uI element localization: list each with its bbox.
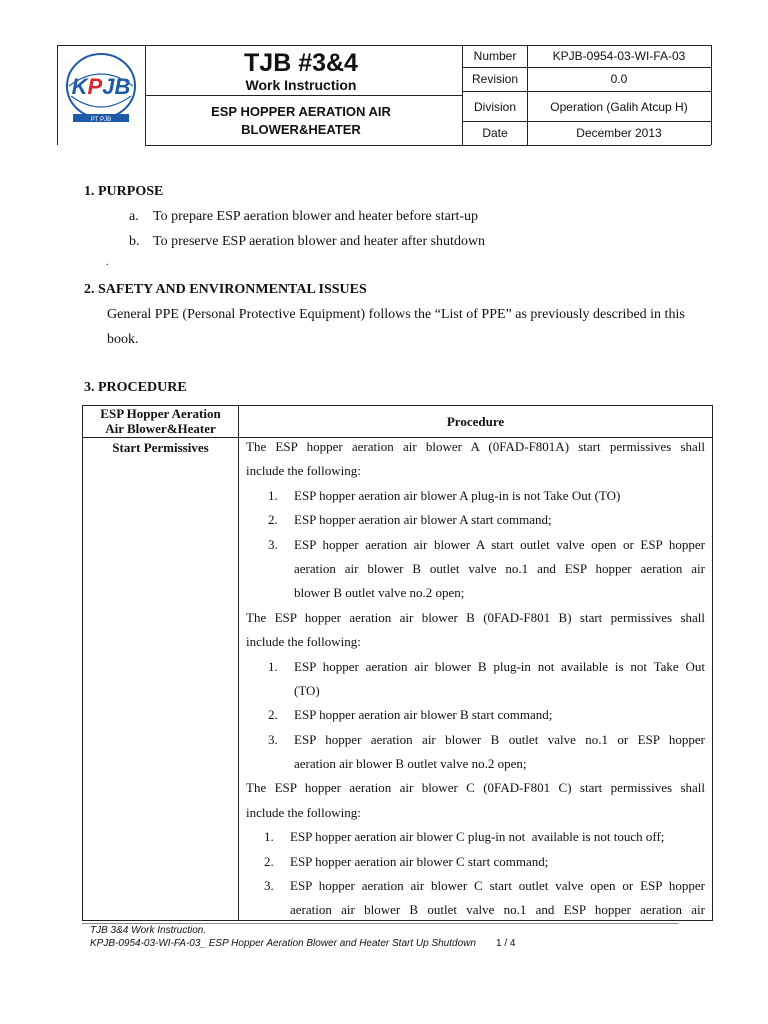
- document-name: [148, 103, 454, 139]
- numbered-step: [246, 655, 705, 679]
- step-number: 2.: [264, 853, 274, 869]
- company-logo: [57, 46, 145, 144]
- step-text: ESP hopper aeration air blower C start command;: [290, 853, 549, 869]
- step-text: The ESP hopper aeration air blower A (0FAD-F801A) start permissives shall: [246, 439, 705, 454]
- step-number: 1.: [268, 658, 278, 674]
- step-number: 3.: [268, 731, 278, 747]
- step-text-line: [246, 435, 705, 459]
- step-text-line: [246, 776, 705, 800]
- step-text: ESP hopper aeration air blower A start outlet valve open or ESP hopper: [294, 536, 705, 552]
- numbered-step: [246, 874, 705, 898]
- step-text-line: [246, 581, 705, 605]
- step-text-line: [246, 557, 705, 581]
- numbered-step: [246, 850, 705, 874]
- step-text: include the following:: [246, 804, 361, 820]
- procedure-heading: 3. PROCEDURE: [84, 380, 187, 395]
- purpose-heading: 1. PURPOSE: [84, 184, 164, 199]
- page-number: 1 / 4: [496, 938, 516, 949]
- svg-text:PT PJB: PT PJB: [90, 117, 112, 123]
- step-text: (TO): [294, 682, 320, 698]
- step-text: blower B outlet valve no.2 open;: [294, 585, 465, 601]
- purpose-item-text: To prepare ESP aeration blower and heater before start-up: [153, 209, 479, 224]
- meta-date-label: Date: [482, 126, 508, 140]
- step-text-line: [246, 801, 705, 825]
- step-text: ESP hopper aeration air blower A start command;: [294, 512, 552, 528]
- meta-revision-label: Revision: [471, 72, 519, 86]
- purpose-item-marker: a.: [129, 209, 139, 224]
- step-text: ESP hopper aeration air blower B start command;: [294, 707, 553, 723]
- step-text: include the following:: [246, 634, 361, 650]
- table-header-component-line1: ESP Hopper Aeration: [100, 406, 221, 421]
- step-text: ESP hopper aeration air blower B outlet valve no.1 or ESP hopper: [294, 731, 705, 747]
- step-text: ESP hopper aeration air blower B plug-in not available is not Take Out: [294, 658, 705, 674]
- svg-text:KPJB: KPJB: [71, 74, 131, 99]
- step-text: ESP hopper aeration air blower C start outlet valve open or ESP hopper: [290, 878, 705, 894]
- numbered-step: [246, 703, 705, 727]
- footer-line2: KPJB-0954-03-WI-FA-03_ ESP Hopper Aeration Blower and Heater Start Up Shutdown: [90, 938, 476, 949]
- meta-number-label: Number: [473, 49, 517, 63]
- step-number: 2.: [268, 512, 278, 528]
- table-header-component: [83, 406, 238, 436]
- step-text: aeration air blower B outlet valve no.1 and ESP hopper aeration air: [290, 902, 705, 918]
- step-text: include the following:: [246, 463, 361, 479]
- step-number: 3.: [264, 878, 274, 894]
- step-text-line: [246, 752, 705, 776]
- safety-text-line2: book.: [107, 332, 139, 347]
- step-number: 2.: [268, 707, 278, 723]
- step-number: 1.: [264, 829, 274, 845]
- procedure-steps: [246, 435, 705, 923]
- numbered-step: [246, 508, 705, 532]
- meta-division-value: Operation (Galih Atcup H): [550, 100, 688, 114]
- step-text-line: [246, 459, 705, 483]
- step-text-line: [246, 630, 705, 654]
- step-text: The ESP hopper aeration air blower C (0FAD-F801 C) start permissives shall: [246, 780, 705, 796]
- step-text-line: [246, 606, 705, 630]
- numbered-step: [246, 533, 705, 557]
- step-text-line: [246, 679, 705, 703]
- table-header-procedure: Procedure: [446, 414, 505, 429]
- numbered-step: [246, 484, 705, 508]
- document-name-line1: ESP HOPPER AERATION AIR: [211, 104, 391, 119]
- purpose-item-text: To preserve ESP aeration blower and heater after shutdown: [153, 234, 486, 249]
- row-label-start-permissives: Start Permissives: [112, 440, 209, 455]
- document-title: TJB #3&4: [244, 49, 358, 77]
- table-header-component-line2: Air Blower&Heater: [105, 421, 216, 436]
- meta-number-value: KPJB-0954-03-WI-FA-03: [552, 49, 686, 63]
- document-type: Work Instruction: [245, 77, 357, 93]
- numbered-step: [246, 728, 705, 752]
- step-text: ESP hopper aeration air blower A plug-in is not Take Out (TO): [294, 487, 621, 503]
- step-text: aeration air blower B outlet valve no.1 and ESP hopper aeration air: [294, 560, 705, 576]
- footer-line1: TJB 3&4 Work Instruction.: [90, 925, 207, 936]
- document-name-line2: BLOWER&HEATER: [241, 122, 361, 137]
- meta-date-value: December 2013: [576, 126, 662, 140]
- step-text-line: [246, 898, 705, 922]
- step-text: aeration air blower B outlet valve no.2 open;: [294, 756, 527, 772]
- safety-heading: 2. SAFETY AND ENVIRONMENTAL ISSUES: [84, 282, 367, 297]
- safety-text-line1: General PPE (Personal Protective Equipment) follows the “List of PPE” as previously described in this: [107, 307, 685, 322]
- step-text: The ESP hopper aeration air blower B (0FAD-F801 B) start permissives shall: [246, 609, 705, 625]
- step-text: ESP hopper aeration air blower C plug-in not available is not touch off;: [290, 829, 665, 845]
- numbered-step: [246, 825, 705, 849]
- stray-dot: .: [106, 257, 109, 268]
- meta-division-label: Division: [473, 100, 516, 114]
- step-number: 3.: [268, 536, 278, 552]
- step-number: 1.: [268, 487, 278, 503]
- meta-revision-value: 0.0: [610, 72, 628, 86]
- purpose-item-marker: b.: [129, 234, 140, 249]
